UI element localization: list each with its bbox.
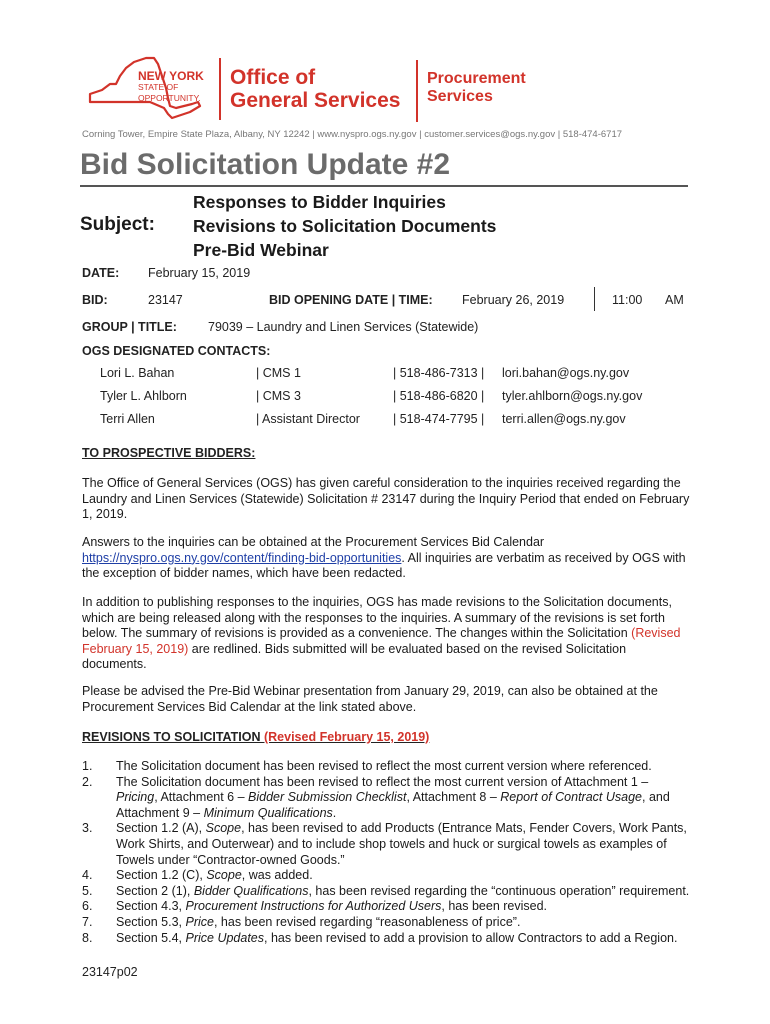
- logo-divider-2: [416, 60, 418, 122]
- contact-phone: | 518-486-6820 |: [393, 389, 485, 403]
- paragraph-2: [82, 535, 690, 582]
- revision-item: [82, 821, 690, 868]
- subject-label: Subject:: [80, 214, 155, 235]
- bidders-heading: TO PROSPECTIVE BIDDERS:: [82, 446, 256, 460]
- group-value: 79039 – Laundry and Linen Services (Statewide): [208, 320, 479, 334]
- group-label: GROUP | TITLE:: [82, 320, 177, 334]
- contact-role: | CMS 3: [256, 389, 301, 403]
- revision-italic-text: Scope: [205, 821, 242, 836]
- revision-text: , has been revised to add a provision to allow Contractors to add a Region.: [264, 930, 678, 945]
- revision-number: 6.: [82, 899, 93, 914]
- time-divider: [594, 287, 595, 311]
- footer-id: 23147p02: [82, 965, 138, 979]
- ny-line1: NEW YORK: [138, 69, 204, 83]
- subject-line-2: Revisions to Solicitation Documents: [193, 216, 497, 236]
- revision-text: Section 5.3,: [116, 914, 186, 929]
- revision-text: , has been revised.: [441, 899, 548, 914]
- contact-name: Tyler L. Ahlborn: [100, 389, 187, 403]
- ogs-wordmark: [230, 66, 400, 112]
- revision-text: Section 4.3,: [116, 899, 186, 914]
- contact-phone: | 518-486-7313 |: [393, 366, 485, 380]
- contact-row: [0, 412, 770, 428]
- revision-text: , Attachment 8 –: [406, 790, 501, 805]
- paragraph-2-end: . All inquiries are verbatim as received by OGS with the exception of bidder names, which have been redacted.: [82, 550, 686, 581]
- revisions-heading-text: REVISIONS TO SOLICITATION: [82, 730, 261, 744]
- revisions-heading: [82, 730, 429, 744]
- ps-line1: Procurement: [427, 70, 526, 87]
- contact-role: | CMS 1: [256, 366, 301, 380]
- logo-divider: [219, 58, 221, 120]
- opening-date: February 26, 2019: [462, 293, 565, 307]
- revision-item: [82, 884, 690, 900]
- revision-number: 1.: [82, 759, 93, 773]
- revision-item: [82, 868, 690, 884]
- revision-text: , has been revised regarding the “continuous operation” requirement.: [308, 883, 690, 898]
- revision-text: , Attachment 6 –: [154, 790, 249, 805]
- contact-name: Terri Allen: [100, 412, 155, 426]
- revision-number: 2.: [82, 774, 93, 789]
- subject-lines: [193, 190, 496, 262]
- opening-ampm: AM: [665, 293, 684, 307]
- paragraph-3-end: are redlined. Bids submitted will be evaluated based on the revised Solicitation documents.: [82, 641, 627, 672]
- revision-italic-text: Pricing: [116, 790, 155, 805]
- revised-date-red: (Revised February 15, 2019): [82, 626, 681, 656]
- ny-line3: OPPORTUNITY.: [138, 93, 201, 103]
- revision-number: 7.: [82, 914, 93, 929]
- revision-italic-text: Price: [185, 914, 214, 929]
- subject-line-1: Responses to Bidder Inquiries: [193, 192, 446, 212]
- revision-italic-text: Price Updates: [185, 930, 265, 945]
- contact-email[interactable]: tyler.ahlborn@ogs.ny.gov: [502, 389, 643, 403]
- contact-email[interactable]: terri.allen@ogs.ny.gov: [502, 412, 626, 426]
- revision-text: Section 1.2 (A),: [116, 821, 206, 836]
- revision-italic-text: Minimum Qualifications: [203, 805, 333, 820]
- bid-calendar-link[interactable]: https://nyspro.ogs.ny.gov/content/finding-bid-opportunities: [82, 550, 402, 565]
- contact-role: | Assistant Director: [256, 412, 360, 426]
- revision-item: [82, 931, 690, 947]
- ps-line2: Services: [427, 88, 493, 105]
- contact-row: [0, 389, 770, 405]
- contact-row: [0, 366, 770, 382]
- date-label: DATE:: [82, 266, 120, 280]
- opening-label: BID OPENING DATE | TIME:: [269, 293, 433, 307]
- revision-item: [82, 899, 690, 915]
- revision-number: 5.: [82, 883, 93, 898]
- procurement-wordmark: [427, 70, 526, 106]
- revision-text: .: [332, 805, 337, 820]
- revision-italic-text: Bidder Submission Checklist: [248, 790, 407, 805]
- revisions-list: [82, 759, 690, 946]
- ny-line2: STATE OF: [138, 82, 179, 92]
- revision-number: 8.: [82, 930, 93, 945]
- contact-email[interactable]: lori.bahan@ogs.ny.gov: [502, 366, 630, 380]
- paragraph-3-start: In addition to publishing responses to the inquiries, OGS has made revisions to the Solicitation documents, which are being released along with the responses to the inquiries. A summary of the revisions is set forth below. The summary of revisions is provided as a convenience. The changes within the Solicitation: [82, 595, 672, 641]
- contact-phone: | 518-474-7795 |: [393, 412, 485, 426]
- revision-text: Section 1.2 (C),: [116, 868, 207, 883]
- revision-item: [82, 915, 690, 931]
- revision-text: , has been revised regarding “reasonableness of price”.: [213, 914, 521, 929]
- paragraph-1: The Office of General Services (OGS) has given careful consideration to the inquiries received regarding the Laundry and Linen Services (Statewide) Solicitation # 23147 during the Inquiry Period that ended on February 1, 2019.: [82, 476, 690, 522]
- revision-item: [82, 759, 690, 775]
- revision-item: [82, 775, 690, 822]
- revision-text: , has been revised to add Products (Entrance Mats, Fender Covers, Work Pants, Work Shirts, and Outerwear) and to include shop towels and huck or surgical towels as examples of Towels under “Contractor-owned Goods.”: [116, 821, 687, 867]
- ogs-line2: General Services: [230, 89, 401, 112]
- revision-number: 4.: [82, 868, 93, 883]
- ny-state-wordmark: [138, 71, 204, 104]
- revision-number: 3.: [82, 821, 93, 836]
- paragraph-2-start: Answers to the inquiries can be obtained at the Procurement Services Bid Calendar: [82, 535, 545, 549]
- subject-line-3: Pre-Bid Webinar: [193, 240, 329, 260]
- opening-time: 11:00: [612, 293, 643, 307]
- revision-text: , and Attachment 9 –: [116, 790, 670, 820]
- page-title: Bid Solicitation Update #2: [80, 148, 451, 181]
- contact-name: Lori L. Bahan: [100, 366, 175, 380]
- revision-italic-text: Report of Contract Usage: [500, 790, 642, 805]
- revision-italic-text: Scope: [206, 868, 242, 883]
- revision-italic-text: Bidder Qualifications: [193, 883, 309, 898]
- revision-text: Section 5.4,: [116, 930, 186, 945]
- address-line: Corning Tower, Empire State Plaza, Albany, NY 12242 | www.nyspro.ogs.ny.gov | customer.services@ogs.ny.gov | 518-474-6717: [82, 129, 623, 140]
- paragraph-3: [82, 595, 690, 673]
- contacts-heading: OGS DESIGNATED CONTACTS:: [82, 344, 271, 358]
- revision-text: , was added.: [241, 868, 313, 883]
- revision-italic-text: Procurement Instructions for Authorized Users: [185, 899, 442, 914]
- ogs-line1: Office of: [230, 66, 316, 89]
- revision-text: Section 2 (1),: [116, 883, 194, 898]
- date-value: February 15, 2019: [148, 266, 251, 280]
- revision-text: The Solicitation document has been revised to reflect the most current version where referenced.: [116, 759, 652, 773]
- bid-value: 23147: [148, 293, 183, 307]
- revisions-heading-red: (Revised February 15, 2019): [263, 730, 430, 744]
- paragraph-4: Please be advised the Pre-Bid Webinar presentation from January 29, 2019, can also be obtained at the Procurement Services Bid Calendar at the link stated above.: [82, 684, 658, 714]
- bid-label: BID:: [82, 293, 108, 307]
- title-rule: [80, 185, 688, 187]
- revision-text: The Solicitation document has been revised to reflect the most current version of Attachment 1 –: [116, 774, 649, 789]
